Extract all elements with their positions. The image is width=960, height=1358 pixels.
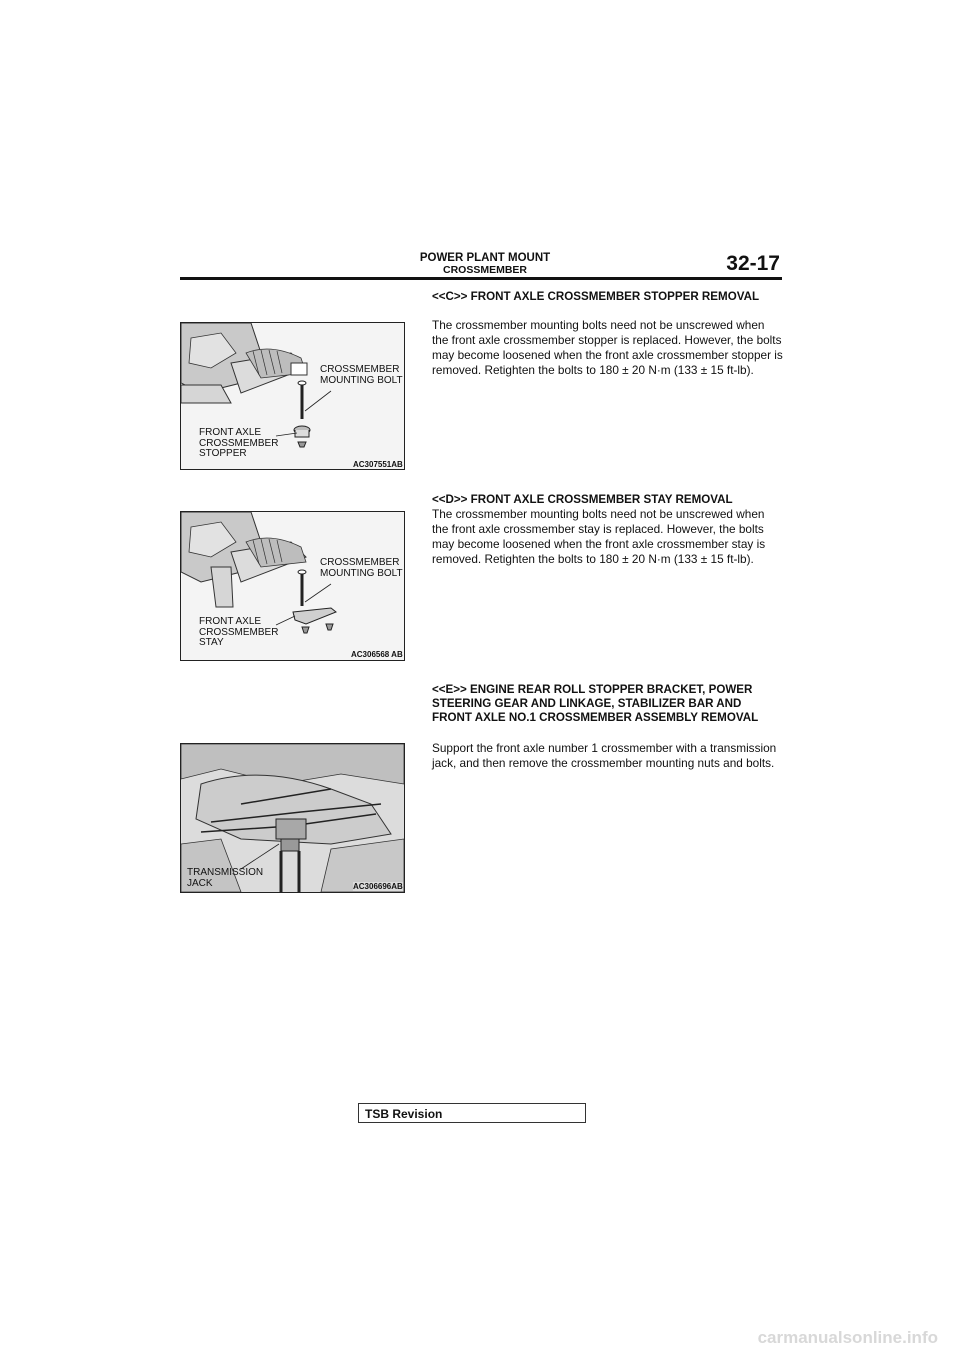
page-number: 32-17 — [726, 252, 780, 275]
section-e-heading: <<E>> ENGINE REAR ROLL STOPPER BRACKET, POWER STEERING GEAR AND LINKAGE, STABILIZER BAR AND FRONT AXLE NO.1 CROSSMEMBER ASSEMBLY REMOVAL — [432, 683, 759, 724]
callout-crossmember-mounting-bolt: CROSSMEMBER MOUNTING BOLT — [320, 364, 403, 386]
tsb-revision-label: TSB Revision — [365, 1107, 443, 1121]
section-title: POWER PLANT MOUNT — [419, 252, 551, 264]
figure-stay — [180, 511, 405, 661]
section-e-body: Support the front axle number 1 crossmember with a transmission jack, and then remove the crossmember mounting nuts and bolts. — [432, 741, 777, 770]
header-rule — [180, 277, 782, 280]
section-c-heading: <<C>> FRONT AXLE CROSSMEMBER STOPPER REMOVAL — [432, 290, 760, 303]
figure-id: AC306696AB — [353, 882, 403, 891]
callout-front-axle-crossmember-stay: FRONT AXLE CROSSMEMBER STAY — [199, 616, 279, 648]
figure-id: AC306568 AB — [351, 650, 403, 659]
watermark: carmanualsonline.info — [757, 1328, 938, 1347]
figure-transmission-jack — [180, 743, 405, 893]
section-d-body: The crossmember mounting bolts need not be unscrewed when the front axle crossmember stay is replaced. However, the bolts may become loosened when the front axle crossmember stay is removed. Retighten the bolts to 180 ± 20 N·m (133 ± 15 ft-lb). — [432, 507, 766, 566]
section-c-body: The crossmember mounting bolts need not be unscrewed when the front axle crossmember stopper is replaced. However, the bolts may become loosened when the front axle crossmember stopper is removed. Retighten the bolts to 180 ± 20 N·m (133 ± 15 ft-lb). — [432, 318, 783, 377]
tsb-revision-box — [358, 1103, 586, 1123]
figure-id: AC307551AB — [353, 460, 403, 469]
figure-stopper — [180, 322, 405, 470]
callout-crossmember-mounting-bolt: CROSSMEMBER MOUNTING BOLT — [320, 557, 403, 579]
callout-transmission-jack: TRANSMISSION JACK — [187, 867, 264, 889]
section-subtitle: CROSSMEMBER — [442, 264, 527, 276]
callout-front-axle-crossmember-stopper: FRONT AXLE CROSSMEMBER STOPPER — [199, 427, 279, 459]
section-d-heading: <<D>> FRONT AXLE CROSSMEMBER STAY REMOVAL — [432, 493, 733, 506]
